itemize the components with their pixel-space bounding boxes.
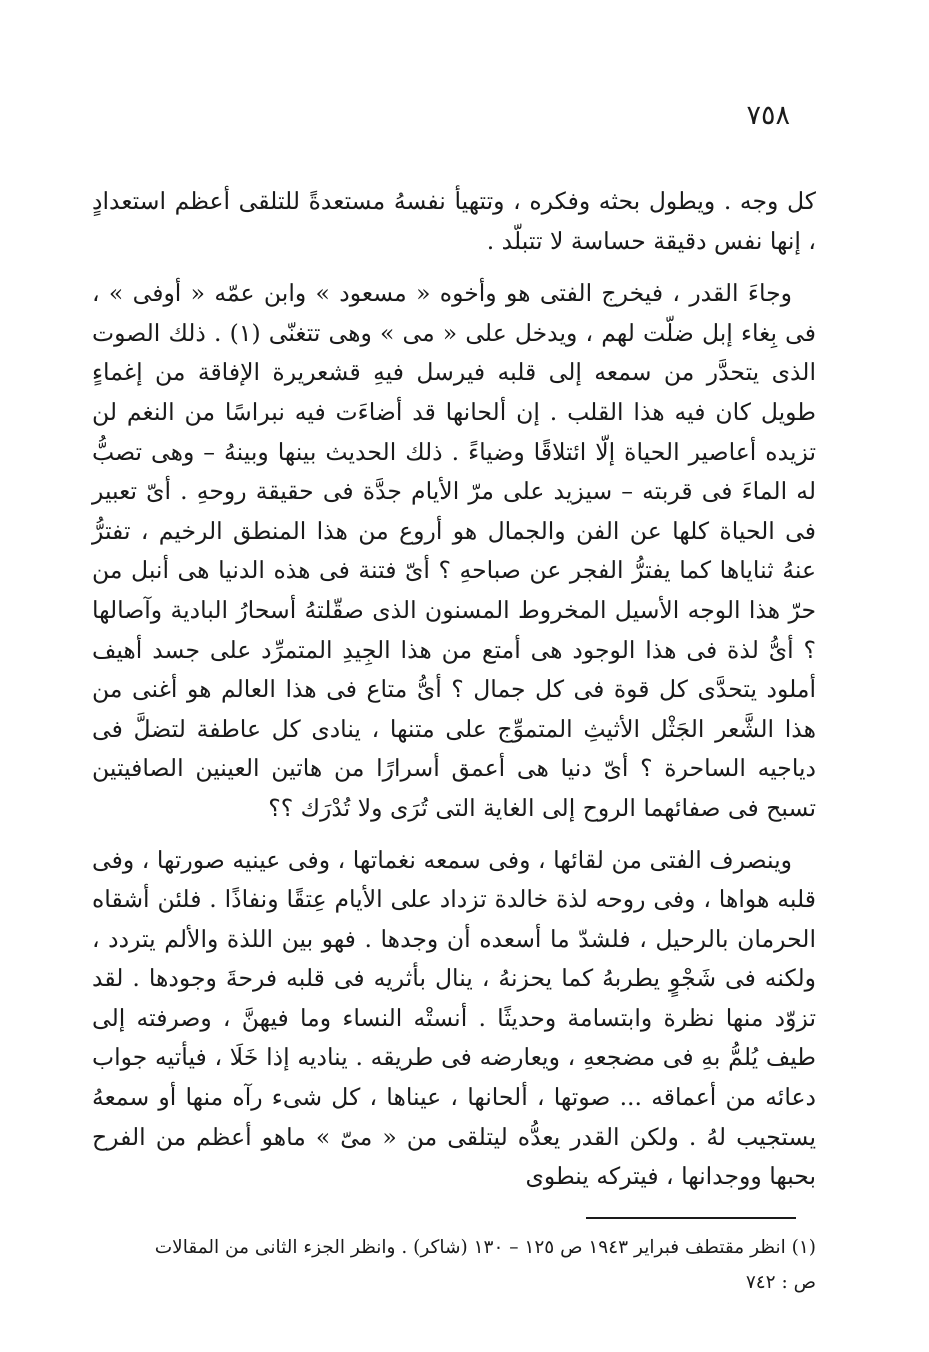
body-text	[92, 182, 816, 1197]
footnote-1: (١) انظر مقتطف فبراير ١٩٤٣ ص ١٢٥ – ١٣٠ (شاكر) . وانظر الجزء الثانى من المقالات	[154, 1237, 816, 1258]
paragraph-2-text: وجاءَ القدر ، فيخرج الفتى هو وأخوه « مسعود » وابن عمّه « أوفى » ، فى بِغاء إبل ضلّت لهم ، ويدخل على « مى » وهى تتغنّى (١) . ذلك الصوت الذى يتحدَّر من سمعه إلى قلبه فيرسل فيهِ قشعريرة الإفاقة من إغماءٍ طويل كان فيه هذا القلب . إن ألحانها قد أضاءَت فيه نبراسًا من النغم لن تزيده أعاصير الحياة إلّا ائتلاقًا وضياءً . ذلك الحديث بينها وبينهُ – وهى تصبُّ له الماءَ فى قربته – سيزيد على مرّ الأيام جدَّة فى حقيقة روحهِ . أىّ تعبير فى الحياة كلها عن الفن والجمال هو أروع من هذا المنطق الرخيم ، تفترُّ عنهُ ثناياها كما يفترُّ الفجر عن صباحهِ ؟ أىّ فتنة فى هذه الدنيا هى أنبل من حرّ هذا الوجه الأسيل المخروط المسنون الذى صقّلتهُ أسحارُ البادية وآصالها ؟ أىُّ لذة فى هذا الوجود هى أمتع من هذا الجِيدِ المتمرِّد على جسد أهيف أملود يتحدَّى كل قوة فى كل جمال ؟ أىُّ متاع فى هذا العالم هو أغنى من هذا الشَّعر الجَثْل الأثيثِ المتموِّج على متنها ، ينادى كل عاطفة لتضلَّ فى دياجيه الساحرة ؟ أىّ دنيا هى أعمق أسرارًا من هاتين العينين الصافيتين تسبح فى صفائهما الروح إلى الغاية التى تُرَى ولا تُدْرَك ؟؟	[92, 279, 817, 822]
paragraph-3-text: وينصرف الفتى من لقائها ، وفى سمعه نغماتها ، وفى عينيه صورتها ، وفى قلبه هواها ، وفى روحه لذة خالدة تزداد على الأيام عِتقًا ونفاذًا . فلئن أشقاه الحرمان بالرحيل ، فلشدّ ما أسعده أن وجدها . فهو بين اللذة والألم يتردد ، ولكنه فى شَجْوٍ يطربهُ كما يحزنهُ ، ينال بأثريه فى قلبه فرحةَ وجودها . لقد تزوّد منها نظرة وابتسامة وحديثًا . أنستْه النساء وما فيهنَّ ، وصرفته إلى طيف يُلمُّ بهِ فى مضجعهِ ، ويعارضه فى طريقه . يناديه إذا خَلَا ، فيأتيه جواب دعائه من أعماقه ... صوتها ، ألحانها ، عيناها ، كل شىء رآه منها أو سمعهُ يستجيب لهُ . ولكن القدر يعدُّه ليتلقى من « مىّ » ماهو أعظم من الفرح بحبها ووجدانها ، فيتركه ينطوى	[92, 845, 816, 1191]
paragraph-1: كل وجه . ويطول بحثه وفكره ، وتتهيأ نفسهُ مستعدةً للتلقى أعظم استعدادٍ ، إنها نفس دقيقة حساسة لا تتبلّد .	[92, 187, 816, 255]
footnotes	[92, 1230, 816, 1300]
page-number: ٧٥٨	[746, 100, 790, 131]
paragraph-3	[92, 841, 816, 1197]
paragraph-2	[92, 274, 816, 828]
footnote-1-continuation: ص : ٧٤٢	[745, 1272, 816, 1293]
footnote-separator	[586, 1217, 796, 1219]
